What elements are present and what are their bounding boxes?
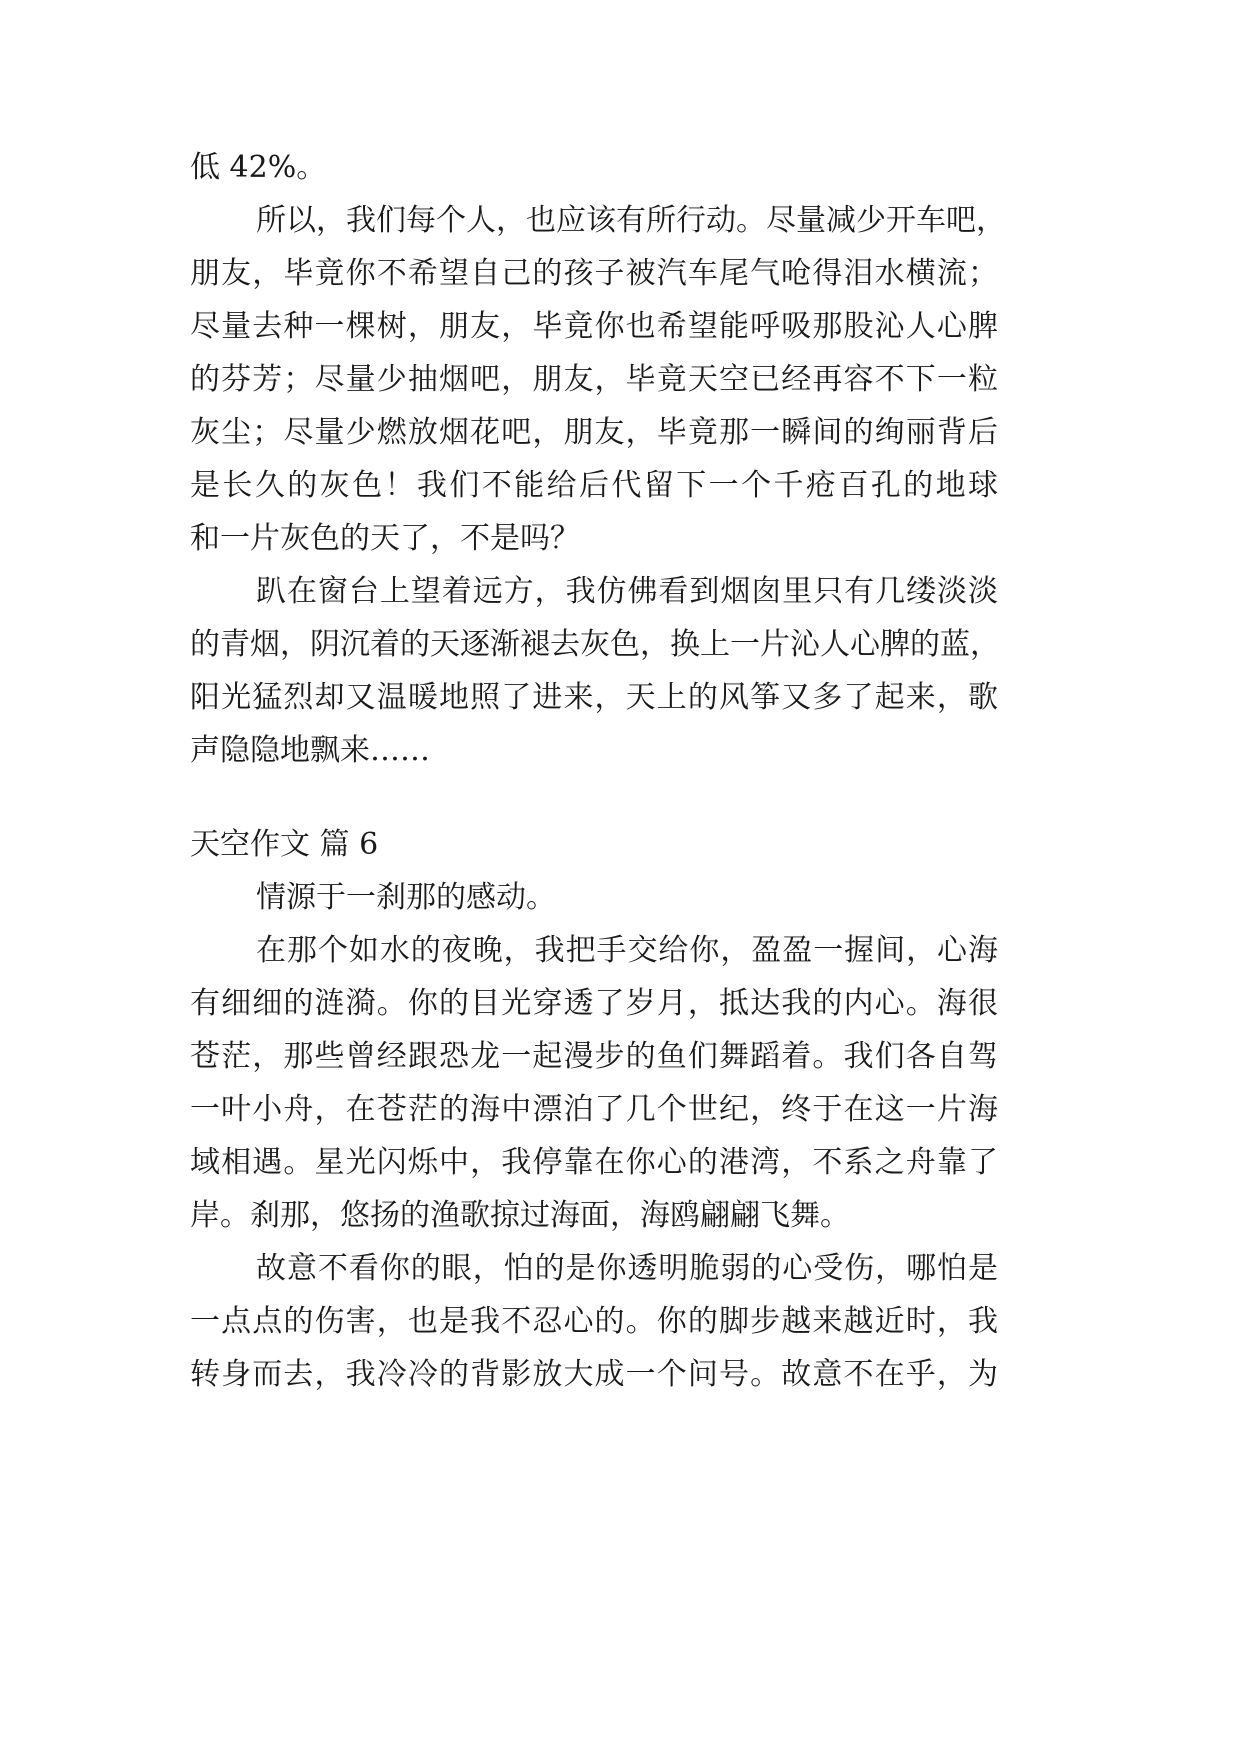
paragraph-line: 有细细的涟漪。你的目光穿透了岁月，抵达我的内心。海很 (190, 986, 998, 1021)
paragraph-line: 是长久的灰色！我们不能给后代留下一个千疮百孔的地球 (190, 468, 998, 503)
paragraph-line: 阳光猛烈却又温暖地照了进来，天上的风筝又多了起来，歌 (190, 680, 998, 715)
paragraph-line: 域相遇。星光闪烁中，我停靠在你心的港湾，不系之舟靠了 (190, 1145, 998, 1180)
paragraph-line: 一叶小舟，在苍茫的海中漂泊了几个世纪，终于在这一片海 (190, 1092, 998, 1127)
paragraph-line: 苍茫，那些曾经跟恐龙一起漫步的鱼们舞蹈着。我们各自驾 (190, 1039, 998, 1074)
paragraph-line: 岸。刹那，悠扬的渔歌掠过海面，海鸥翩翩飞舞。 (190, 1198, 850, 1233)
paragraph-line: 的芬芳；尽量少抽烟吧，朋友，毕竟天空已经再容不下一粒 (190, 362, 998, 397)
paragraph-line: 的青烟，阴沉着的天逐渐褪去灰色，换上一片沁人心脾的蓝， (190, 627, 1000, 662)
section-heading: 天空作文 篇 6 (190, 827, 379, 862)
paragraph-line: 朋友，毕竟你不希望自己的孩子被汽车尾气呛得泪水横流； (190, 256, 998, 291)
paragraph-line: 在那个如水的夜晚，我把手交给你，盈盈一握间，心海 (256, 933, 998, 968)
paragraph-line: 声隐隐地飘来…… (190, 733, 430, 768)
paragraph-line: 所以，我们每个人，也应该有所行动。尽量减少开车吧， (256, 203, 1006, 238)
paragraph-line: 和一片灰色的天了，不是吗？ (190, 521, 580, 556)
paragraph-line: 尽量去种一棵树，朋友，毕竟你也希望能呼吸那股沁人心脾 (190, 309, 998, 344)
paragraph-line: 故意不看你的眼，怕的是你透明脆弱的心受伤，哪怕是 (256, 1251, 998, 1286)
text-line: 低 42%。 (190, 150, 327, 185)
paragraph-line: 一点点的伤害，也是我不忍心的。你的脚步越来越近时，我 (190, 1304, 998, 1339)
paragraph-line: 情源于一刹那的感动。 (256, 880, 556, 915)
paragraph-line: 转身而去，我冷冷的背影放大成一个问号。故意不在乎，为 (190, 1357, 998, 1392)
paragraph-line: 灰尘；尽量少燃放烟花吧，朋友，毕竟那一瞬间的绚丽背后 (190, 415, 998, 450)
paragraph-line: 趴在窗台上望着远方，我仿佛看到烟囱里只有几缕淡淡 (256, 574, 998, 609)
